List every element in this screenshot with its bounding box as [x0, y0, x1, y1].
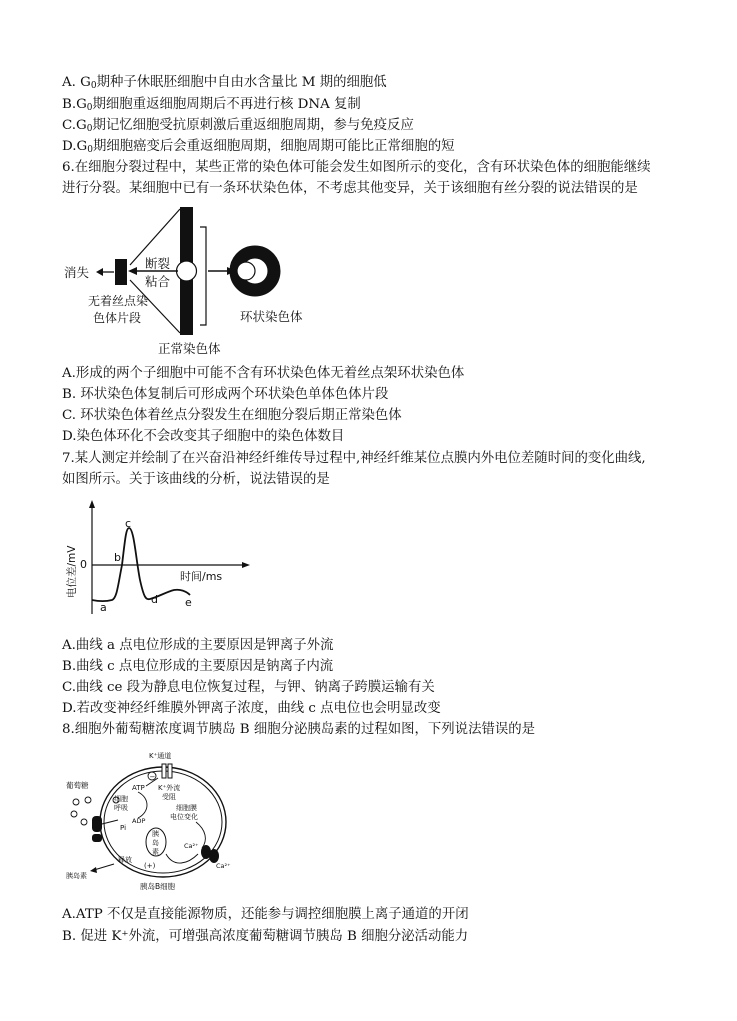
q6-option-c: C. 环状染色体着丝点分裂发生在细胞分裂后期正常染色体	[62, 408, 402, 423]
q5-option-d: $D.G_0$期细胞癌变后会重返细胞周期，细胞周期可能比正常细胞的短	[62, 139, 455, 155]
svg-text:素: 素	[152, 848, 159, 856]
svg-text:K⁺外流: K⁺外流	[158, 784, 181, 792]
q5-option-b: $B.G_0$期细胞重返细胞周期后不再进行核 DNA 复制	[62, 97, 361, 113]
q6-stem-line1: 6.在细胞分裂过程中，某些正常的染色体可能会发生如图所示的变化，含有环状染色体的细胞能继续	[62, 160, 651, 175]
point-e: e	[185, 596, 192, 609]
label-break: 断裂	[145, 256, 171, 271]
svg-text:受阻: 受阻	[162, 793, 176, 801]
label-fragment-1: 无着丝点染	[88, 294, 149, 308]
q6-option-b: B. 环状染色体复制后可形成两个环状染色单体色体片段	[62, 387, 389, 402]
point-a: a	[100, 601, 107, 614]
q7-option-d: D.若改变神经纤维膜外钾离子浓度，曲线 c 点电位也会明显改变	[62, 701, 441, 716]
insulin-out-label: 胰岛素	[66, 872, 87, 880]
zero-label: 0	[80, 558, 87, 571]
q8-islet-cell-figure	[66, 750, 236, 895]
glucose-label: 葡萄糖	[66, 781, 89, 790]
q6-option-d: D.染色体环化不会改变其子细胞中的染色体数目	[62, 429, 345, 444]
svg-text:电位变化: 电位变化	[170, 813, 198, 821]
atp-label: ATP	[132, 784, 145, 792]
q7-stem-line1: 7.某人测定并绘制了在兴奋沿神经纤维传导过程中,神经纤维某位点膜内外电位差随时间的变化曲线,	[62, 451, 646, 466]
centromere	[177, 261, 197, 281]
q7-option-a: A.曲线 a 点电位形成的主要原因是钾离子外流	[62, 638, 334, 653]
svg-text:岛: 岛	[152, 839, 159, 847]
svg-text:胰: 胰	[152, 830, 159, 838]
label-normal: 正常染色体	[158, 341, 221, 356]
q8-option-b: B. 促进 K⁺外流，可增强高浓度葡萄糖调节胰岛 B 细胞分泌活动能力	[62, 929, 469, 944]
svg-text:细胞膜: 细胞膜	[176, 804, 197, 812]
q7-stem-line2: 如图所示。关于该曲线的分析，说法错误的是	[62, 472, 330, 487]
q7-option-b: B.曲线 c 点电位形成的主要原因是钠离子内流	[62, 659, 334, 674]
svg-text:释放: 释放	[118, 856, 132, 864]
q6-chromosome-figure	[64, 205, 340, 360]
glucose-transporter	[92, 816, 102, 832]
svg-text:−: −	[149, 773, 156, 781]
label-fragment-2: 色体片段	[93, 311, 142, 325]
bracket	[200, 227, 206, 325]
point-c: c	[125, 517, 132, 530]
svg-text:(+): (+)	[144, 862, 156, 870]
cell-label: 胰岛B细胞	[140, 882, 176, 891]
svg-text:细胞: 细胞	[114, 795, 128, 803]
q7-potential-chart	[62, 500, 252, 618]
svg-text:Ca²⁺: Ca²⁺	[216, 862, 231, 870]
q5-option-a: A. $G_0$期种子休眠胚细胞中自由水含量比 M 期的细胞低	[62, 75, 387, 91]
glucose-molecule	[73, 799, 79, 805]
q5-option-c: $C.G_0$期记忆细胞受抗原刺激后重返细胞周期，参与免疫反应	[62, 118, 414, 134]
q7-option-c: C.曲线 ce 段为静息电位恢复过程，与钾、钠离子跨膜运输有关	[62, 680, 435, 695]
k-channel-label: K⁺通道	[149, 752, 172, 760]
adp-label: ADP	[132, 817, 146, 825]
svg-text:Ca²⁺: Ca²⁺	[184, 842, 199, 850]
point-b: b	[114, 551, 121, 564]
q8-stem: 8.细胞外葡萄糖浓度调节胰岛 B 细胞分泌胰岛素的过程如图，下列说法错误的是	[62, 722, 536, 737]
label-fuse: 粘合	[145, 274, 171, 289]
q6-option-a: A.形成的两个子细胞中可能不含有环状染色体无着丝点架环状染色体	[62, 366, 465, 381]
x-axis-label: 时间/ms	[180, 570, 223, 583]
q8-option-a: A.ATP 不仅是直接能源物质，还能参与调控细胞膜上离子通道的开闭	[62, 907, 469, 922]
point-d: d	[151, 593, 158, 606]
label-disappear: 消失	[64, 265, 90, 280]
k-channel	[162, 764, 166, 778]
y-axis-label: 电位差/mV	[66, 545, 78, 598]
svg-text:呼吸: 呼吸	[114, 804, 128, 812]
pi-label: Pi	[120, 824, 127, 832]
acentric-fragment	[115, 259, 127, 285]
label-ring: 环状染色体	[240, 309, 303, 324]
q6-stem-line2: 进行分裂。某细胞中已有一条环状染色体，不考虑其他变异，关于该细胞有丝分裂的说法错误的是	[62, 181, 638, 196]
